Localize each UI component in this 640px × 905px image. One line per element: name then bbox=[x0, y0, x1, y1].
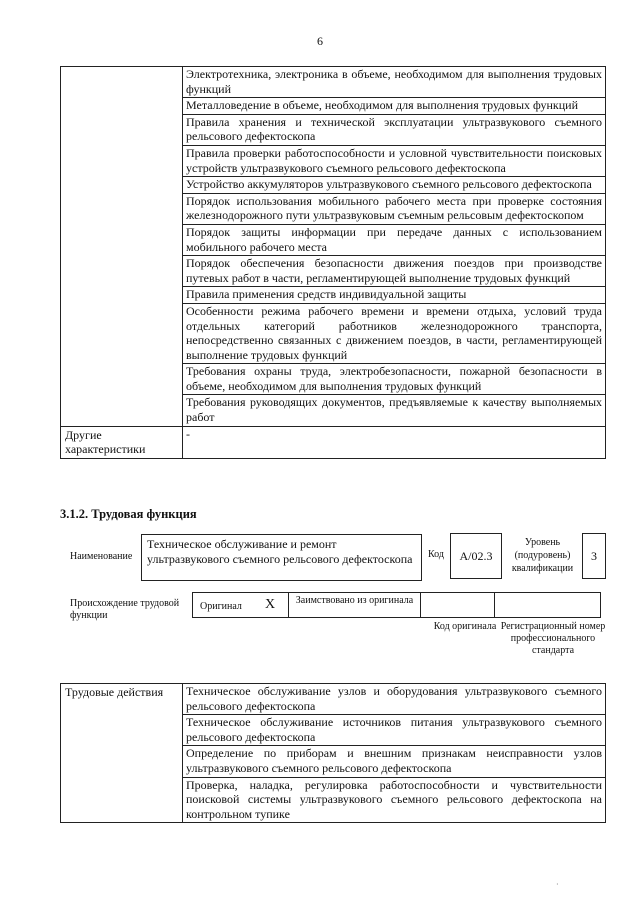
labor-actions-table bbox=[60, 683, 606, 823]
labor-action-item: Проверка, наладка, регулировка работоспособности и чувствительности поисковой системы ультразвукового съемного рельсового дефектоскопа на контрольном тупике bbox=[183, 777, 606, 823]
knowledge-item: Требования охраны труда, электробезопасности, пожарной безопасности в объеме, необходимом для выполнения трудовых функций bbox=[183, 364, 606, 395]
qualification-level-label: Уровень (подуровень) квалификации bbox=[511, 537, 574, 574]
function-code-box: A/02.3 bbox=[450, 533, 502, 579]
knowledge-label-cell bbox=[61, 67, 183, 427]
qualification-level-box: 3 bbox=[582, 533, 606, 579]
original-mark: X bbox=[265, 597, 276, 612]
table-row bbox=[61, 684, 606, 715]
knowledge-item: Металловедение в объеме, необходимом для выполнения трудовых функций bbox=[183, 98, 606, 115]
origin-label: Происхождение трудовой функции bbox=[70, 598, 180, 621]
code-label: Код bbox=[428, 549, 444, 560]
registration-number-cell bbox=[495, 592, 601, 618]
labor-action-item: Техническое обслуживание источников питания ультразвукового съемного рельсового дефектоскопа bbox=[183, 715, 606, 746]
name-label: Наименование bbox=[70, 551, 133, 562]
knowledge-item: Требования руководящих документов, предъявляемые к качеству выполняемых работ bbox=[183, 395, 606, 426]
labor-actions-label: Трудовые действия bbox=[61, 684, 183, 823]
labor-action-item: Техническое обслуживание узлов и оборудования ультразвукового съемного рельсового дефектоскопа bbox=[183, 684, 606, 715]
function-name-box: Техническое обслуживание и ремонт ультразвукового съемного рельсового дефектоскопа bbox=[141, 534, 422, 581]
knowledge-item: Правила хранения и технической эксплуатации ультразвукового съемного рельсового дефектоскопа bbox=[183, 114, 606, 145]
original-label: Оригинал bbox=[200, 601, 242, 612]
knowledge-item: Правила применения средств индивидуальной защиты bbox=[183, 287, 606, 304]
scan-mark: · bbox=[556, 880, 559, 889]
labor-action-item: Определение по приборам и внешним признакам неисправности узлов ультразвукового съемного рельсового дефектоскопа bbox=[183, 746, 606, 777]
knowledge-table bbox=[60, 66, 606, 459]
code-original-caption: Код оригинала bbox=[433, 621, 497, 632]
other-characteristics-value: - bbox=[183, 426, 606, 458]
borrowed-cell: Заимствовано из оригинала bbox=[289, 592, 421, 618]
knowledge-item: Порядок обеспечения безопасности движения поездов при производстве путевых работ в части, регламентирующей выполнение трудовых функций bbox=[183, 256, 606, 287]
knowledge-item: Порядок использования мобильного рабочего места при проверке состояния железнодорожного пути ультразвуковым съемным рельсовым дефектоскопом bbox=[183, 193, 606, 224]
reg-number-caption: Регистрационный номер профессионального стандарта bbox=[500, 621, 606, 656]
knowledge-item: Правила проверки работоспособности и условной чувствительности поисковых устройств ультразвукового съемного рельсового дефектоскопа bbox=[183, 145, 606, 176]
original-cell bbox=[192, 592, 289, 618]
knowledge-item: Электротехника, электроника в объеме, необходимом для выполнения трудовых функций bbox=[183, 67, 606, 98]
knowledge-item: Особенности режима рабочего времени и времени отдыха, условий труда отдельных категорий работников железнодорожного транспорта, непосредственно связанных с движением поездов, в части, регламентирующей выполнение трудовых функций bbox=[183, 303, 606, 363]
other-characteristics-label: Другие характеристики bbox=[61, 426, 183, 458]
original-code-cell bbox=[421, 592, 495, 618]
section-heading: 3.1.2. Трудовая функция bbox=[60, 507, 197, 521]
table-row bbox=[61, 426, 606, 458]
knowledge-item: Устройство аккумуляторов ультразвукового съемного рельсового дефектоскопа bbox=[183, 177, 606, 194]
table-row bbox=[61, 67, 606, 98]
knowledge-item: Порядок защиты информации при передаче данных с использованием мобильного рабочего места bbox=[183, 224, 606, 255]
page-number: 6 bbox=[317, 34, 323, 48]
origin-row bbox=[192, 592, 601, 618]
